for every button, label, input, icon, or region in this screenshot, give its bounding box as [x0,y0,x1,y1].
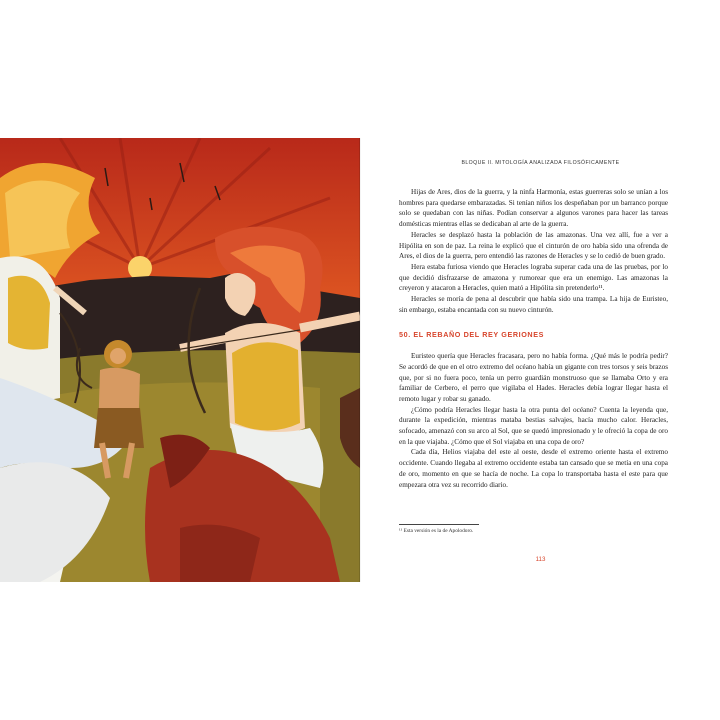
amazons-battle-illustration [0,138,360,582]
paragraph: Cada día, Helios viajaba del este al oeste, desde el extremo oriente hasta el extremo occidente. Cuando llegaba al extremo occidente estaba tan cansado que se metía en una copa de oro, momento en que se hacía de noche. La copa lo transportaba hasta el este para que empezara otra vez su recorrido diario. [399,448,668,489]
page-body [399,187,668,490]
paragraph: Hijas de Ares, dios de la guerra, y la ninfa Harmonía, estas guerreras solo se unían a los hombres para quedarse embarazadas. Si tenían niños los despeñaban por un barranco porque solo se quedaban con las niñas. Podían conservar a algunos varones para hacer las tareas domésticas mientras ellas se dedicaban al arte de la guerra. [399,188,668,229]
paragraph: Heracles se moría de pena al descubrir que había sido una trampa. La hija de Euristeo, sin embargo, estaba encantada con su nuevo cinturón. [399,295,668,314]
paragraph: ¿Cómo podría Heracles llegar hasta la otra punta del océano? Cuenta la leyenda que, durante la expedición, mientras mataba bestias salvajes, hacía mucho calor. Heracles, sofocado, amenazó con su arco al Sol, que se quedó impresionado y le ofreció la copa de oro en la que viajaba. ¿Cómo que el Sol viajaba en una copa de oro? [399,405,668,446]
text-page [361,138,720,582]
section-title: 50. EL REBAÑO DEL REY GERIONES [399,330,545,340]
book-spread [0,138,720,582]
running-head: BLOQUE II. MITOLOGÍA ANALIZADA FILOSÓFICAMENTE [461,160,620,166]
footnote-rule [399,524,479,525]
illustration-page [0,138,360,582]
paragraph: Hera estaba furiosa viendo que Heracles lograba superar cada una de las pruebas, por lo que decidió disfrazarse de amazona y rumorear que era un enemigo. Las amazonas la creyeron y atacaron a Heracles, quien mató a Hipólita sin pretenderlo¹¹. [399,262,668,293]
footnote: ¹¹ Esta versión es la de Apolodoro. [399,528,474,534]
page-number: 113 [535,556,546,563]
paragraph: Heracles se desplazó hasta la población de las amazonas. Una vez allí, fue a ver a Hipólita en son de paz. La reina le explicó que el cinturón de oro había sido una ofrenda de Ares, el dios de la guerra, pero entendió las razones de Heracles y se lo cedió de buen grado. [399,230,668,261]
paragraph: Euristeo quería que Heracles fracasara, pero no había forma. ¿Qué más le podría pedir? Se acordó de que en el otro extremo del océano había un gigante con tres torsos y seis brazos que, por si no fuera poco, tenía un perro guardián monstruoso que se llamaba Orto y era familiar de Cerbero, el perro que vigilaba el Hades. Heracles debía lograr llegar hasta el remoto lugar y robar su ganado. [399,352,668,403]
